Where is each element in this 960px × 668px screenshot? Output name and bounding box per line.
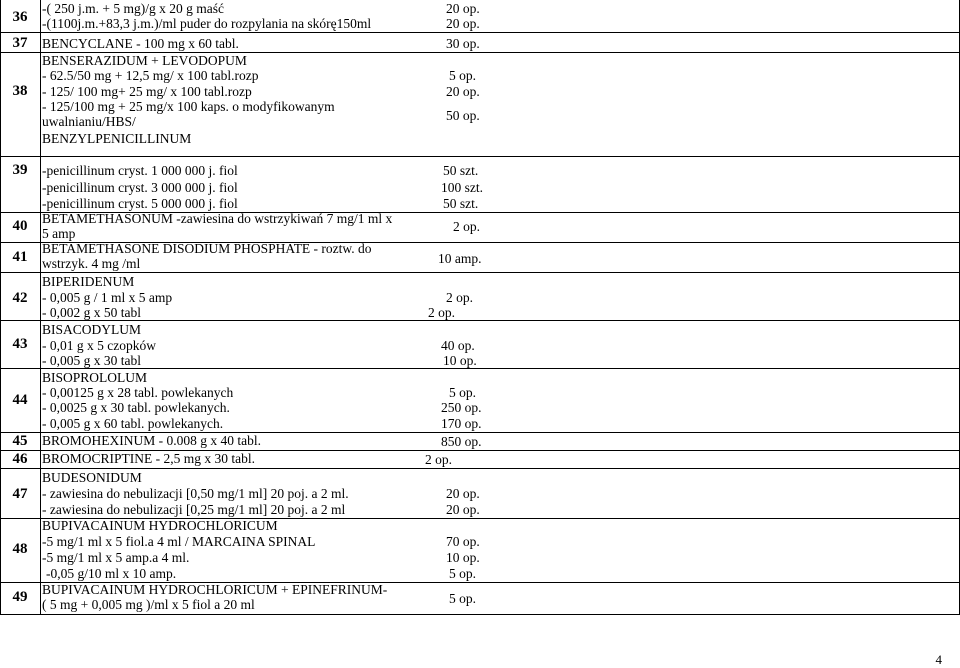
quantity: 100 szt. [441,180,483,195]
row-number: 40 [12,218,28,234]
table-bottom-border [0,614,960,615]
drug-line: -0,05 g/10 ml x 10 amp. [46,566,177,581]
row-number: 45 [12,433,28,449]
drug-line: BETAMETHASONE DISODIUM PHOSPHATE - roztw. do wstrzyk. 4 mg /ml [42,241,372,271]
drug-line: - 0,0025 g x 30 tabl. powlekanych. [42,400,230,415]
drug-line: -penicillinum cryst. 5 000 000 j. fiol [42,196,238,211]
drug-line: - 62.5/50 mg + 12,5 mg/ x 100 tabl.rozp [42,68,259,83]
quantity: 20 op. [446,84,480,99]
row-number: 41 [12,249,28,265]
drug-line: - 0,01 g x 5 czopków [42,338,156,353]
drug-line: BENZYLPENICILLINUM [42,131,192,146]
drug-line: -( 250 j.m. + 5 mg)/g x 20 g maść [42,1,224,16]
row-number: 37 [12,35,28,51]
quantity: 5 op. [449,68,476,83]
page-number: 4 [935,652,942,667]
drug-line: - 0,005 g / 1 ml x 5 amp [42,290,173,305]
row-number: 47 [12,486,28,502]
drug-line: - 125/100 mg + 25 mg/x 100 kaps. o modyfikowanym uwalnianiu/HBS/ [42,99,335,129]
quantity: 250 op. [441,400,482,415]
row-divider [0,468,960,469]
drug-line: -5 mg/1 ml x 5 fiol.a 4 ml / MARCAINA SPINAL [42,534,316,549]
drug-line: - 125/ 100 mg+ 25 mg/ x 100 tabl.rozp [42,84,252,99]
quantity: 20 op. [446,486,480,501]
quantity: 40 op. [441,338,475,353]
drug-line: -5 mg/1 ml x 5 amp.a 4 ml. [42,550,190,565]
drug-line: - zawiesina do nebulizacji [0,25 mg/1 ml] 20 poj. a 2 ml [42,502,346,517]
drug-line: - 0,005 g x 60 tabl. powlekanych. [42,416,224,431]
drug-line: BISOPROLOLUM [42,370,148,385]
quantity: 10 amp. [438,251,482,266]
row-divider [0,156,960,157]
quantity: 50 szt. [443,163,479,178]
drug-line: BUDESONIDUM [42,470,142,485]
row-number: 39 [12,162,28,178]
quantity: 2 op. [453,219,480,234]
quantity: 2 op. [428,305,455,320]
drug-line: - 0,00125 g x 28 tabl. powlekanych [42,385,234,400]
row-divider [0,320,960,321]
drug-line: BISACODYLUM [42,322,142,337]
row-number: 46 [12,451,28,467]
row-divider [0,368,960,369]
quantity: 50 szt. [443,196,479,211]
quantity: 20 op. [446,16,480,31]
row-number: 42 [12,290,28,306]
row-divider [0,32,960,33]
quantity: 70 op. [446,534,480,549]
drug-line: BETAMETHASONUM -zawiesina do wstrzykiwań 7 mg/1 ml x 5 amp [42,211,393,241]
row-number: 44 [12,392,28,408]
drug-line: BROMOHEXINUM - 0.008 g x 40 tabl. [42,433,261,448]
drug-line: -(1100j.m.+83,3 j.m.)/ml puder do rozpylania na skórę150ml [42,16,372,31]
quantity: 50 op. [446,108,480,123]
drug-line: -penicillinum cryst. 1 000 000 j. fiol [42,163,238,178]
quantity: 5 op. [449,385,476,400]
drug-line: BENCYCLANE - 100 mg x 60 tabl. [42,36,239,51]
row-number: 43 [12,336,28,352]
quantity: 5 op. [449,566,476,581]
quantity: 5 op. [449,591,476,606]
row-number: 49 [12,589,28,605]
drug-line: - 0,002 g x 50 tabl [42,305,141,320]
quantity: 10 op. [446,550,480,565]
row-divider [0,272,960,273]
quantity: 20 op. [446,502,480,517]
quantity: 30 op. [446,36,480,51]
quantity: 20 op. [446,1,480,16]
row-number: 36 [12,9,28,25]
drug-line: BENSERAZIDUM + LEVODOPUM [42,53,247,68]
drug-line: - zawiesina do nebulizacji [0,50 mg/1 ml] 20 poj. a 2 ml. [42,486,349,501]
quantity: 170 op. [441,416,482,431]
quantity: 2 op. [425,452,452,467]
row-number: 48 [12,541,28,557]
drug-line: -penicillinum cryst. 3 000 000 j. fiol [42,180,238,195]
drug-line: BIPERIDENUM [42,274,135,289]
quantity: 2 op. [446,290,473,305]
drug-line: - 0,005 g x 30 tabl [42,353,141,368]
quantity: 850 op. [441,434,482,449]
drug-line: BUPIVACAINUM HYDROCHLORICUM + EPINEFRINUM- ( 5 mg + 0,005 mg )/ml x 5 fiol a 20 ml [42,582,388,612]
quantity: 10 op. [443,353,477,368]
drug-line: BUPIVACAINUM HYDROCHLORICUM [42,518,278,533]
drug-line: BROMOCRIPTINE - 2,5 mg x 30 tabl. [42,451,256,466]
number-column-divider [40,0,41,614]
row-number: 38 [12,83,28,99]
